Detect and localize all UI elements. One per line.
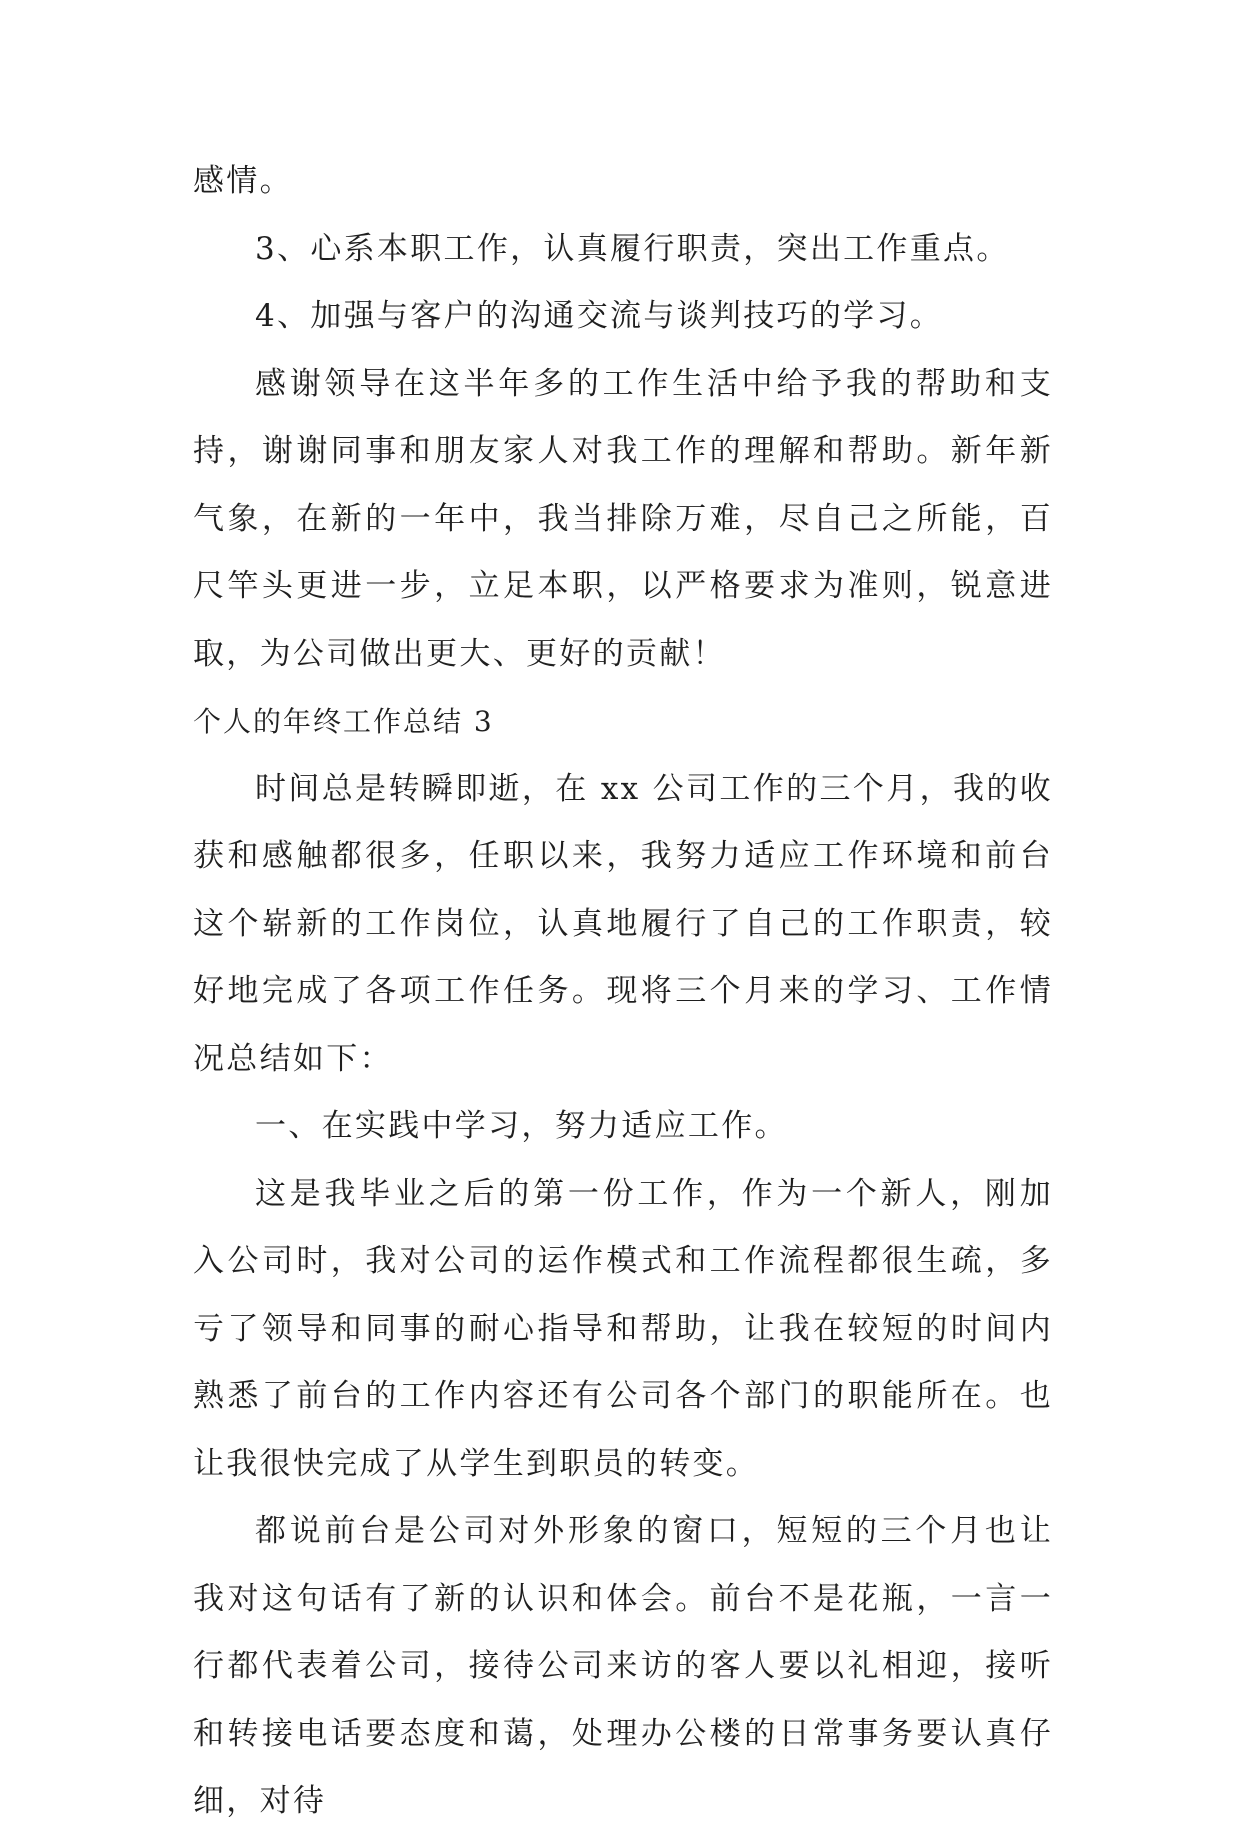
paragraph-7: 这是我毕业之后的第一份工作，作为一个新人，刚加入公司时，我对公司的运作模式和工作流程都很生疏，多亏了领导和同事的耐心指导和帮助，让我在较短的时间内熟悉了前台的工作内容还有公司各个部门的职能所在。也让我很快完成了从学生到职员的转变。 — [193, 1175, 1053, 1482]
document-body — [193, 148, 1053, 1836]
paragraph-3: 4、加强与客户的沟通交流与谈判技巧的学习。 — [255, 298, 944, 334]
paragraph-1: 感情。 — [193, 163, 293, 199]
paragraph-2: 3、心系本职工作，认真履行职责，突出工作重点。 — [255, 230, 1010, 267]
section-heading: 个人的年终工作总结 3 — [193, 705, 494, 738]
paragraph-5: 时间总是转瞬即逝，在 xx 公司工作的三个月，我的收获和感触都很多，任职以来，我努力适应工作环境和前台这个崭新的工作岗位，认真地履行了自己的工作职责，较好地完成了各项工作任务。现将三个月来的学习、工作情况总结如下： — [193, 770, 1053, 1077]
paragraph-6: 一、在实践中学习，努力适应工作。 — [255, 1108, 788, 1144]
paragraph-8: 都说前台是公司对外形象的窗口，短短的三个月也让我对这句话有了新的认识和体会。前台不是花瓶，一言一行都代表着公司，接待公司来访的客人要以礼相迎，接听和转接电话要态度和蔼，处理办公楼的日常事务要认真仔细，对待 — [193, 1513, 1053, 1819]
paragraph-4: 感谢领导在这半年多的工作生活中给予我的帮助和支持，谢谢同事和朋友家人对我工作的理解和帮助。新年新气象，在新的一年中，我当排除万难，尽自己之所能，百尺竿头更进一步，立足本职，以严格要求为准则，锐意进取，为公司做出更大、更好的贡献！ — [193, 365, 1053, 672]
